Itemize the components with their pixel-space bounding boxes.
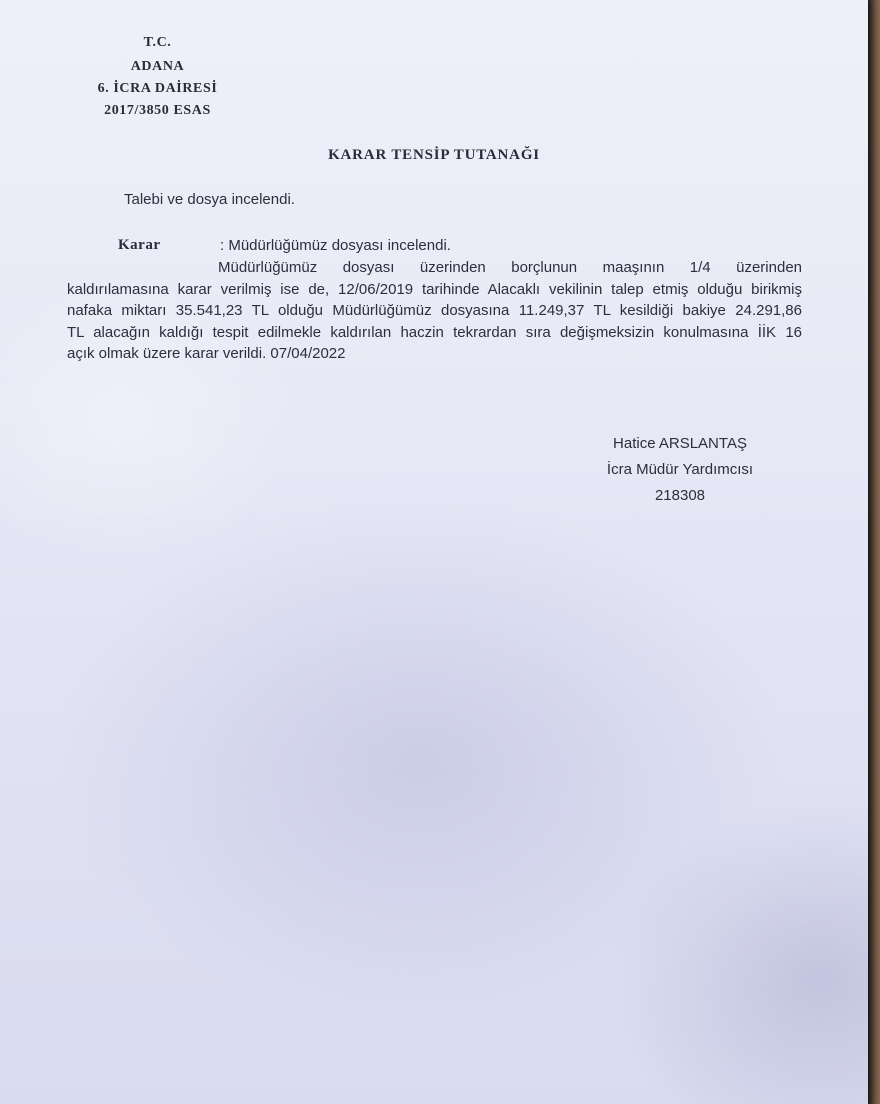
intro-text: Talebi ve dosya incelendi. xyxy=(124,191,295,208)
table-edge xyxy=(868,0,880,1104)
header-city: ADANA xyxy=(130,59,185,74)
document-title: KARAR TENSİP TUTANAĞI xyxy=(328,147,540,163)
decision-label: Karar xyxy=(118,237,161,253)
decision-body-line: TL alacağın kaldığı tespit edilmekle kaldırılan haczin tekrardan sıra değişmeksizin konulmasına İİK 16 xyxy=(67,324,802,341)
decision-body-line: kaldırılamasına karar verilmiş ise de, 12/06/2019 tarihinde Alacaklı vekilinin talep etmiş olduğu birikmiş xyxy=(67,281,802,298)
decision-body-line: nafaka miktarı 35.541,23 TL olduğu Müdürlüğümüz dosyasına 11.249,37 TL kesildiği bakiye 24.291,86 xyxy=(67,302,802,319)
header-country: T.C. xyxy=(143,35,172,50)
decision-body-line: Müdürlüğümüz dosyası üzerinden borçlunun maaşının 1/4 üzerinden xyxy=(218,259,802,276)
header-case-number: 2017/3850 ESAS xyxy=(104,103,211,118)
signer-name: Hatice ARSLANTAŞ xyxy=(613,435,747,452)
signer-title: İcra Müdür Yardımcısı xyxy=(606,461,754,478)
decision-last-line: açık olmak üzere karar verildi. 07/04/2022 xyxy=(67,345,346,362)
decision-first-line: : Müdürlüğümüz dosyası incelendi. xyxy=(220,237,451,254)
signer-registry-number: 218308 xyxy=(654,487,706,504)
header-office: 6. İCRA DAİRESİ xyxy=(97,81,218,96)
